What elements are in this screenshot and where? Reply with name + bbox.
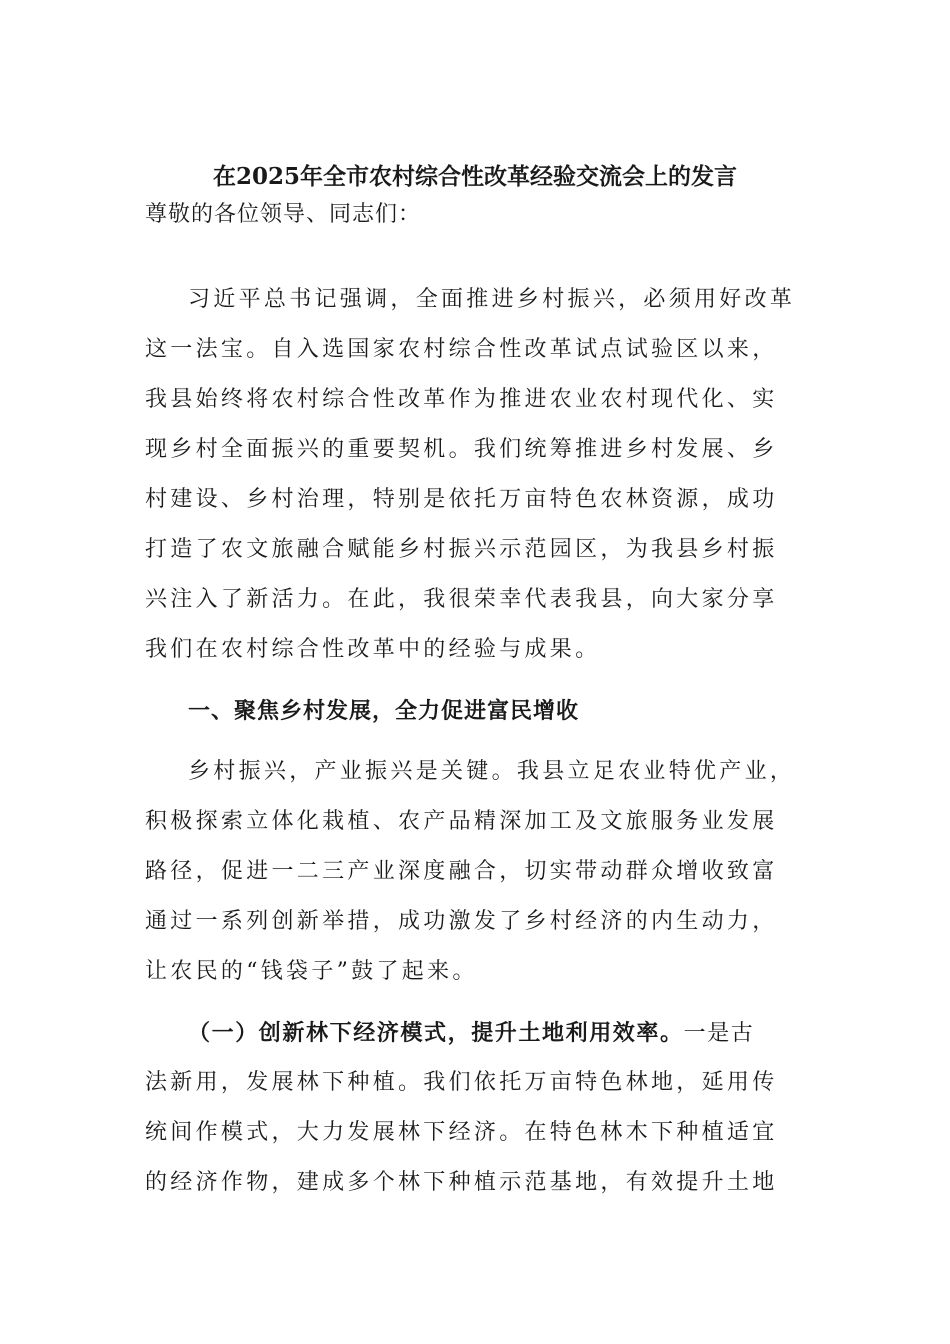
intro-line-6: 打造了农文旅融合赋能乡村振兴示范园区，为我县乡村振 [145,537,778,562]
subsection1-line-2: 法新用，发展林下种植。我们依托万亩特色林地，延用传 [145,1070,778,1095]
section1-line-5: 让农民的“钱袋子”鼓了起来。 [145,959,478,984]
intro-line-7: 兴注入了新活力。在此，我很荣幸代表我县，向大家分享 [145,587,778,612]
intro-line-2: 这一法宝。自入选国家农村综合性改革试点试验区以来， [145,337,778,362]
section1-line-2: 积极探索立体化栽植、农产品精深加工及文旅服务业发展 [145,809,778,834]
intro-line-3: 我县始终将农村综合性改革作为推进农业农村现代化、实 [145,387,778,412]
subsection1-line-3: 统间作模式，大力发展林下经济。在特色林木下种植适宜 [145,1120,778,1145]
subsection-heading-1: （一）创新林下经济模式，提升土地利用效率。 [188,1020,684,1046]
section1-line-3: 路径，促进一二三产业深度融合，切实带动群众增收致富 [145,859,778,884]
section-heading-1: 一、聚焦乡村发展，全力促进富民增收 [188,698,580,724]
intro-line-8: 我们在农村综合性改革中的经验与成果。 [145,637,601,662]
subsection1-line-4: 的经济作物，建成多个林下种植示范基地，有效提升土地 [145,1170,778,1195]
salutation: 尊敬的各位领导、同志们： [145,202,422,227]
subsection1-first-rest: 一是古 [683,1021,755,1046]
intro-line-5: 村建设、乡村治理，特别是依托万亩特色农林资源，成功 [145,487,778,512]
document-title: 在2025年全市农村综合性改革经验交流会上的发言 [212,163,737,190]
intro-line-4: 现乡村全面振兴的重要契机。我们统筹推进乡村发展、乡 [145,437,778,462]
section1-line-1: 乡村振兴，产业振兴是关键。我县立足农业特优产业， [188,759,796,784]
section1-line-4: 通过一系列创新举措，成功激发了乡村经济的内生动力， [145,909,778,934]
intro-line-1: 习近平总书记强调，全面推进乡村振兴，必须用好改革 [188,287,796,312]
subsection1-line-1 [188,1016,805,1051]
